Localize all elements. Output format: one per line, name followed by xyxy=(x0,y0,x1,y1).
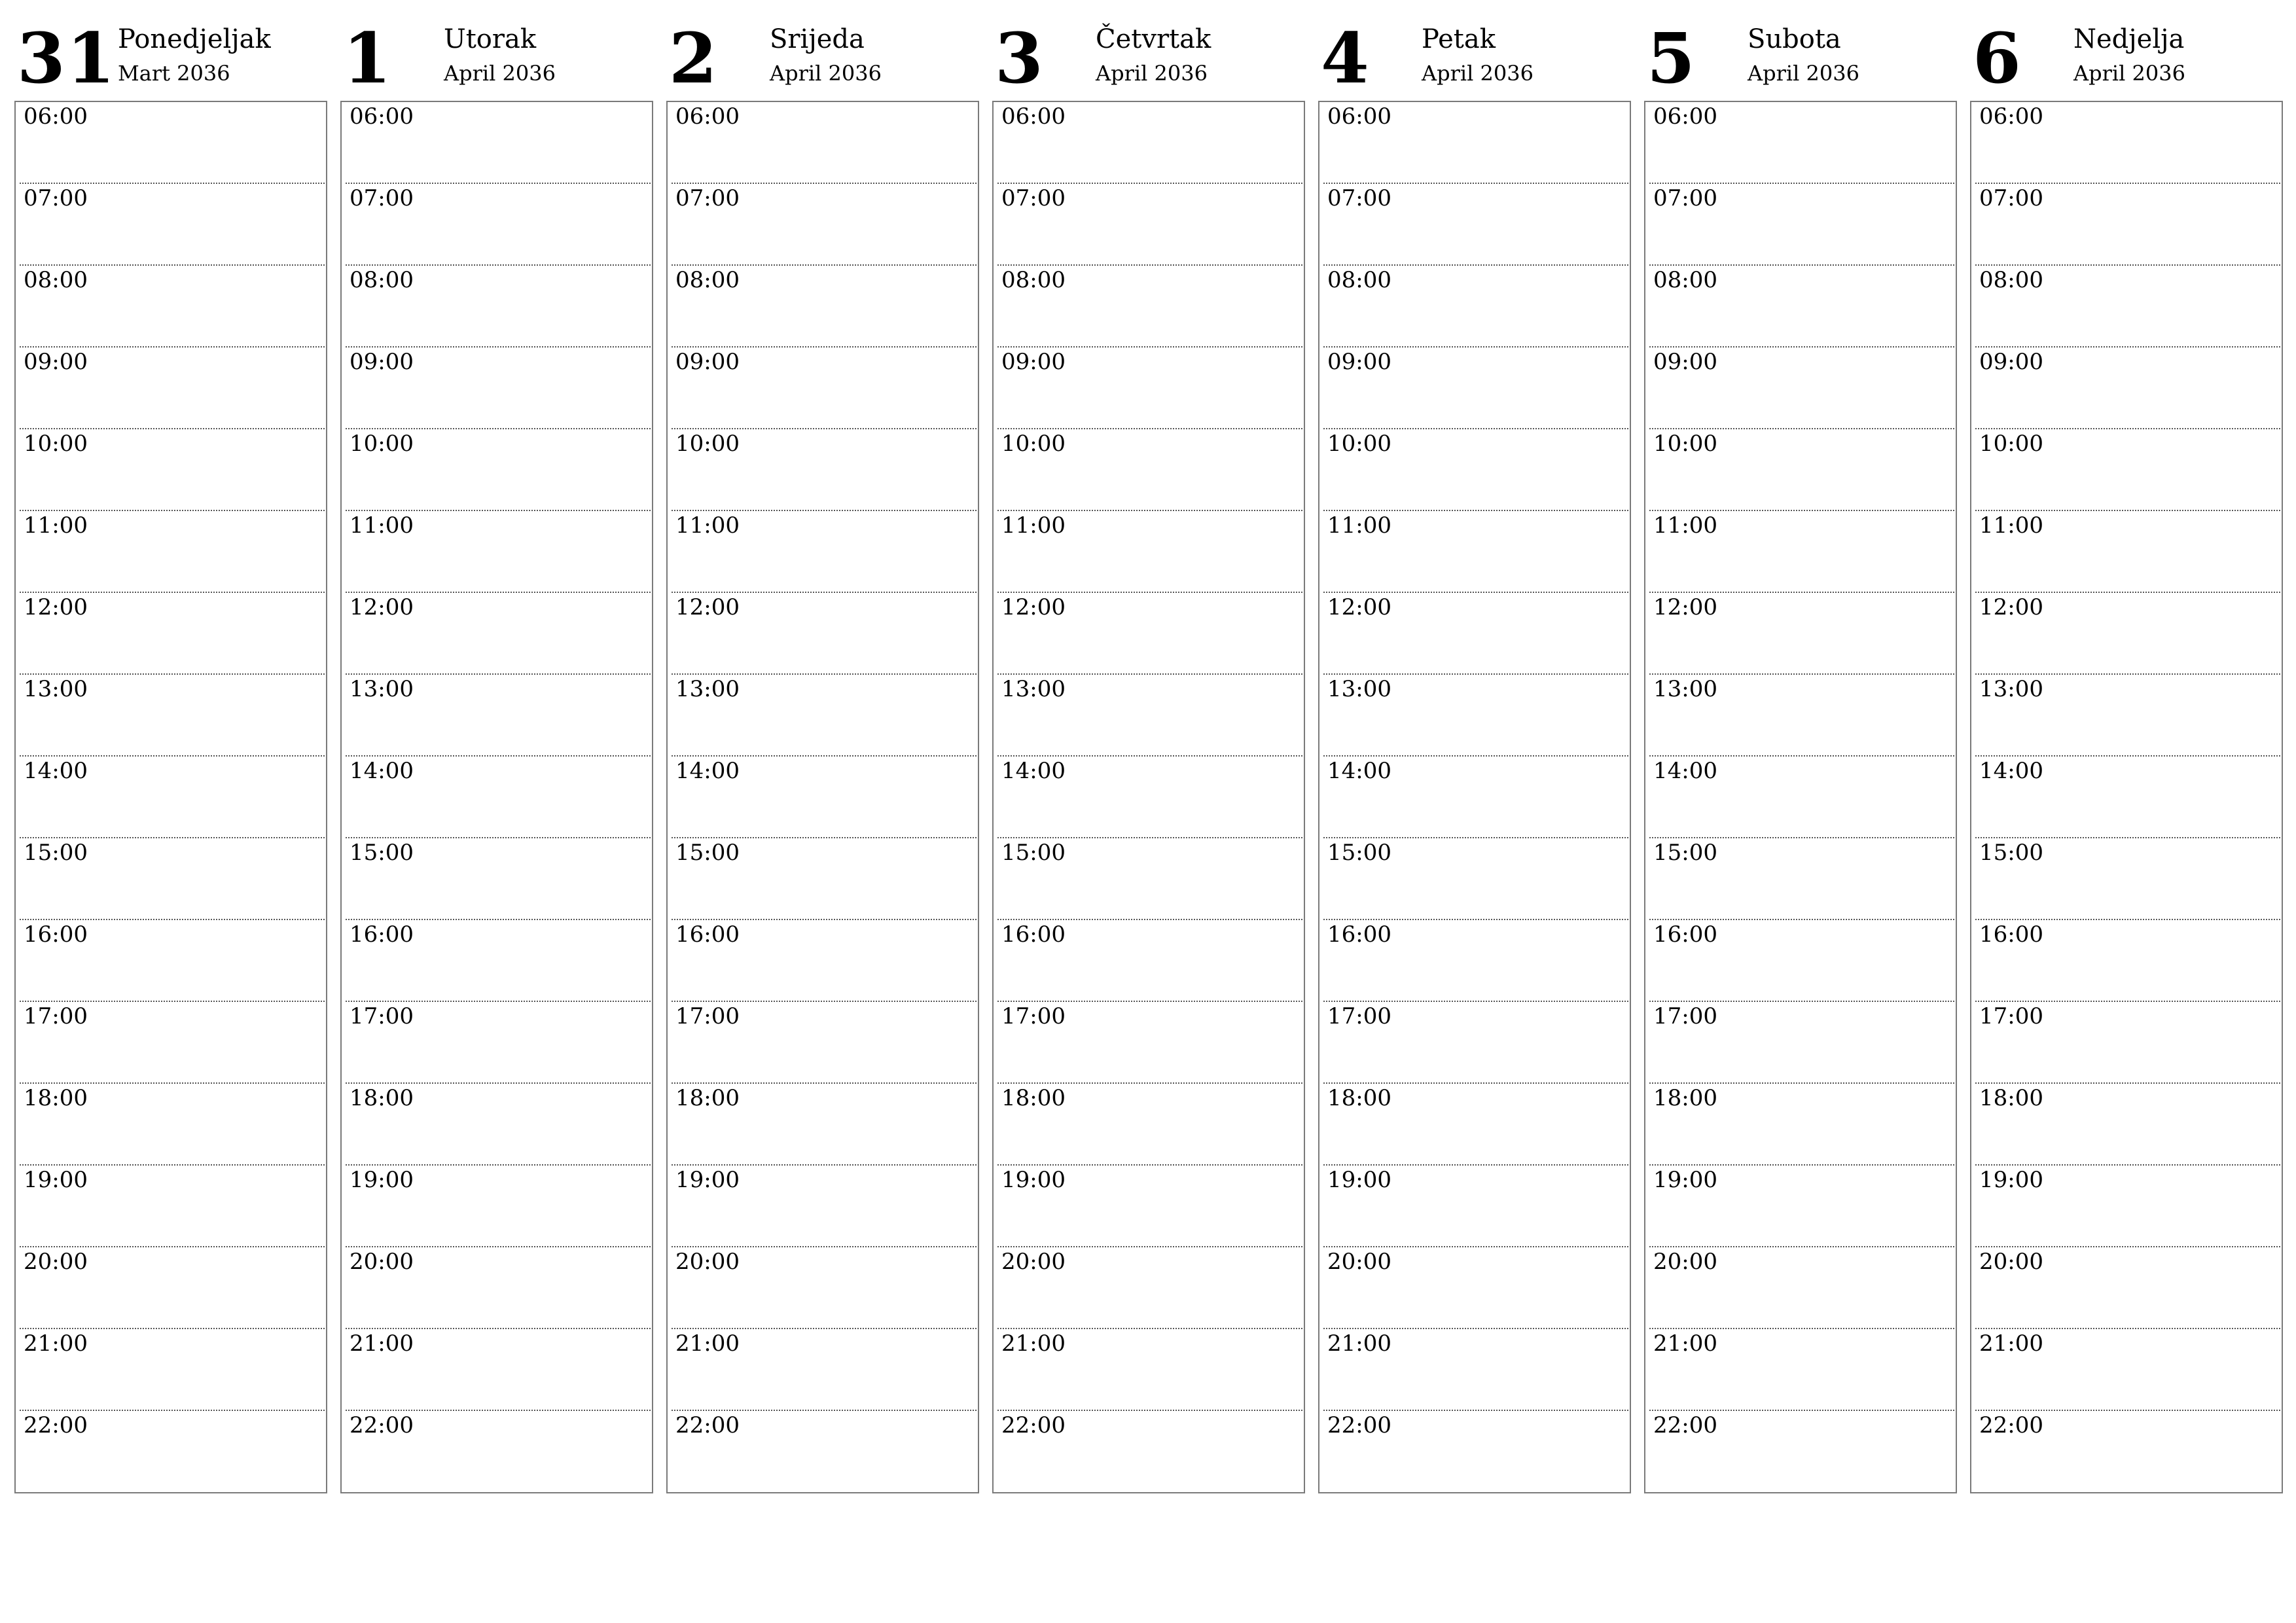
hour-slot[interactable] xyxy=(1975,1166,2280,1247)
hour-label: 12:00 xyxy=(350,594,414,620)
hour-label: 14:00 xyxy=(1653,758,1717,784)
hour-slot[interactable] xyxy=(346,184,651,266)
hour-slot[interactable] xyxy=(672,1166,977,1247)
hour-label: 14:00 xyxy=(1327,758,1391,784)
hour-label: 17:00 xyxy=(1327,1003,1391,1029)
hour-slot[interactable] xyxy=(1323,593,1628,675)
hour-label: 22:00 xyxy=(350,1412,414,1438)
hour-slot[interactable] xyxy=(346,429,651,511)
hour-slot[interactable] xyxy=(997,675,1302,757)
hour-slot[interactable] xyxy=(1649,348,1954,429)
hour-slot[interactable] xyxy=(1649,429,1954,511)
hour-label: 16:00 xyxy=(1001,921,1066,948)
hour-label: 13:00 xyxy=(675,676,740,702)
hour-slot[interactable] xyxy=(1649,675,1954,757)
hour-slot[interactable] xyxy=(997,757,1302,838)
hour-slot[interactable] xyxy=(1649,1166,1954,1247)
hour-label: 07:00 xyxy=(1327,185,1391,211)
hour-slot[interactable] xyxy=(997,1002,1302,1084)
hour-slot[interactable] xyxy=(1323,1002,1628,1084)
hour-label: 17:00 xyxy=(350,1003,414,1029)
hour-slot[interactable] xyxy=(346,757,651,838)
day-column xyxy=(1644,17,1957,1500)
hour-label: 15:00 xyxy=(675,840,740,866)
day-header xyxy=(992,17,1305,101)
hour-slot[interactable] xyxy=(997,1084,1302,1166)
hour-label: 06:00 xyxy=(24,103,88,130)
hour-slot[interactable] xyxy=(1323,184,1628,266)
hour-label: 10:00 xyxy=(675,431,740,457)
hour-slot[interactable] xyxy=(672,675,977,757)
hour-slot[interactable] xyxy=(20,102,325,184)
hour-label: 16:00 xyxy=(1979,921,2043,948)
hour-label: 17:00 xyxy=(675,1003,740,1029)
hour-label: 21:00 xyxy=(1653,1330,1717,1357)
day-header xyxy=(14,17,327,101)
hour-slot[interactable] xyxy=(1323,920,1628,1002)
hour-label: 07:00 xyxy=(675,185,740,211)
hour-slot[interactable] xyxy=(672,184,977,266)
hour-slot[interactable] xyxy=(1323,675,1628,757)
hour-slot[interactable] xyxy=(1975,838,2280,920)
hour-label: 13:00 xyxy=(24,676,88,702)
hour-slot[interactable] xyxy=(997,593,1302,675)
hour-label: 09:00 xyxy=(1327,349,1391,375)
hour-slot[interactable] xyxy=(672,429,977,511)
hour-slot[interactable] xyxy=(346,593,651,675)
hour-label: 07:00 xyxy=(1979,185,2043,211)
hour-slot[interactable] xyxy=(1649,266,1954,348)
hour-slot[interactable] xyxy=(1975,266,2280,348)
day-month-year: April 2036 xyxy=(444,61,556,86)
day-name: Utorak xyxy=(444,24,537,54)
hour-slot[interactable] xyxy=(1323,1411,1628,1493)
day-number: 6 xyxy=(1973,17,2022,99)
hour-label: 15:00 xyxy=(1327,840,1391,866)
day-column xyxy=(14,17,327,1500)
hour-slot[interactable] xyxy=(672,1411,977,1493)
hour-slot[interactable] xyxy=(1649,920,1954,1002)
hour-slot[interactable] xyxy=(1975,1329,2280,1411)
hour-slot[interactable] xyxy=(346,1247,651,1329)
day-month-year: April 2036 xyxy=(770,61,882,86)
hour-slot[interactable] xyxy=(20,1084,325,1166)
hour-label: 13:00 xyxy=(350,676,414,702)
hour-slot[interactable] xyxy=(20,266,325,348)
day-number: 2 xyxy=(669,17,719,99)
hour-slot[interactable] xyxy=(1323,511,1628,593)
hour-slot[interactable] xyxy=(346,1329,651,1411)
hour-slot[interactable] xyxy=(20,1166,325,1247)
hour-slot[interactable] xyxy=(1649,1329,1954,1411)
hour-slot[interactable] xyxy=(20,675,325,757)
hour-slot[interactable] xyxy=(1323,102,1628,184)
hour-label: 22:00 xyxy=(675,1412,740,1438)
day-month-year: April 2036 xyxy=(1748,61,1859,86)
hour-label: 21:00 xyxy=(1327,1330,1391,1357)
hour-slot[interactable] xyxy=(1323,1084,1628,1166)
hour-label: 20:00 xyxy=(1001,1249,1066,1275)
day-number: 5 xyxy=(1647,17,1696,99)
hour-label: 06:00 xyxy=(1653,103,1717,130)
hour-slot[interactable] xyxy=(1323,1166,1628,1247)
hour-label: 10:00 xyxy=(1001,431,1066,457)
hour-label: 11:00 xyxy=(1653,512,1717,539)
day-number: 31 xyxy=(17,17,117,99)
hour-slot[interactable] xyxy=(997,1166,1302,1247)
hour-slot[interactable] xyxy=(672,1002,977,1084)
hour-slot[interactable] xyxy=(672,920,977,1002)
hour-slot[interactable] xyxy=(346,1166,651,1247)
hour-slot[interactable] xyxy=(20,593,325,675)
hour-label: 10:00 xyxy=(1327,431,1391,457)
hour-label: 15:00 xyxy=(1979,840,2043,866)
hour-label: 20:00 xyxy=(675,1249,740,1275)
hour-slot[interactable] xyxy=(997,1411,1302,1493)
hour-label: 07:00 xyxy=(1001,185,1066,211)
day-header xyxy=(1318,17,1631,101)
hour-label: 10:00 xyxy=(1653,431,1717,457)
hour-label: 22:00 xyxy=(24,1412,88,1438)
hour-slot[interactable] xyxy=(997,266,1302,348)
hour-label: 16:00 xyxy=(1327,921,1391,948)
hour-label: 14:00 xyxy=(24,758,88,784)
hour-slot[interactable] xyxy=(1975,1002,2280,1084)
day-column xyxy=(666,17,979,1500)
hour-label: 12:00 xyxy=(1979,594,2043,620)
hour-label: 20:00 xyxy=(1653,1249,1717,1275)
hour-slot[interactable] xyxy=(1323,1329,1628,1411)
day-column xyxy=(992,17,1305,1500)
hour-label: 15:00 xyxy=(1653,840,1717,866)
hour-slot[interactable] xyxy=(1975,757,2280,838)
hour-label: 10:00 xyxy=(24,431,88,457)
day-month-year: April 2036 xyxy=(1422,61,1534,86)
hour-slots-box xyxy=(666,101,979,1493)
hour-label: 20:00 xyxy=(350,1249,414,1275)
hour-label: 13:00 xyxy=(1327,676,1391,702)
hour-slot[interactable] xyxy=(20,1247,325,1329)
hour-slot[interactable] xyxy=(1975,1084,2280,1166)
hour-label: 20:00 xyxy=(1327,1249,1391,1275)
hour-slot[interactable] xyxy=(1975,429,2280,511)
hour-slot[interactable] xyxy=(672,1247,977,1329)
hour-slot[interactable] xyxy=(997,102,1302,184)
hour-slots-box xyxy=(1318,101,1631,1493)
hour-label: 10:00 xyxy=(350,431,414,457)
day-month-year: April 2036 xyxy=(2073,61,2185,86)
hour-label: 17:00 xyxy=(1001,1003,1066,1029)
day-name: Srijeda xyxy=(770,24,865,54)
hour-label: 09:00 xyxy=(24,349,88,375)
hour-slot[interactable] xyxy=(1323,1247,1628,1329)
hour-slot[interactable] xyxy=(1649,1002,1954,1084)
hour-slot[interactable] xyxy=(997,348,1302,429)
hour-label: 06:00 xyxy=(1979,103,2043,130)
hour-label: 15:00 xyxy=(1001,840,1066,866)
hour-label: 19:00 xyxy=(24,1167,88,1193)
hour-slot[interactable] xyxy=(20,184,325,266)
hour-slot[interactable] xyxy=(1649,1247,1954,1329)
hour-label: 13:00 xyxy=(1001,676,1066,702)
hour-label: 19:00 xyxy=(1327,1167,1391,1193)
hour-slot[interactable] xyxy=(997,1329,1302,1411)
hour-label: 22:00 xyxy=(1653,1412,1717,1438)
hour-slot[interactable] xyxy=(1649,184,1954,266)
hour-label: 18:00 xyxy=(350,1085,414,1111)
hour-slots-box xyxy=(14,101,327,1493)
hour-label: 20:00 xyxy=(1979,1249,2043,1275)
hour-slot[interactable] xyxy=(1975,675,2280,757)
hour-label: 16:00 xyxy=(350,921,414,948)
hour-label: 16:00 xyxy=(24,921,88,948)
hour-label: 07:00 xyxy=(24,185,88,211)
hour-slot[interactable] xyxy=(672,266,977,348)
hour-slot[interactable] xyxy=(997,838,1302,920)
hour-slot[interactable] xyxy=(672,348,977,429)
hour-slot[interactable] xyxy=(672,1084,977,1166)
hour-slot[interactable] xyxy=(1975,920,2280,1002)
hour-label: 09:00 xyxy=(350,349,414,375)
day-name: Ponedjeljak xyxy=(118,24,271,54)
hour-label: 07:00 xyxy=(350,185,414,211)
hour-label: 12:00 xyxy=(24,594,88,620)
hour-slot[interactable] xyxy=(1323,838,1628,920)
hour-slot[interactable] xyxy=(20,757,325,838)
hour-slot[interactable] xyxy=(20,1002,325,1084)
hour-label: 13:00 xyxy=(1979,676,2043,702)
weekly-planner xyxy=(14,17,2283,1500)
hour-label: 12:00 xyxy=(1327,594,1391,620)
hour-label: 06:00 xyxy=(675,103,740,130)
hour-label: 08:00 xyxy=(1653,267,1717,293)
hour-slot[interactable] xyxy=(346,511,651,593)
hour-slot[interactable] xyxy=(20,920,325,1002)
hour-slot[interactable] xyxy=(1649,1411,1954,1493)
hour-label: 17:00 xyxy=(1653,1003,1717,1029)
hour-slot[interactable] xyxy=(346,920,651,1002)
hour-slot[interactable] xyxy=(1975,1411,2280,1493)
hour-label: 18:00 xyxy=(1653,1085,1717,1111)
hour-label: 19:00 xyxy=(1979,1167,2043,1193)
hour-label: 19:00 xyxy=(675,1167,740,1193)
day-name: Nedjelja xyxy=(2073,24,2185,54)
hour-label: 17:00 xyxy=(1979,1003,2043,1029)
hour-slots-box xyxy=(1644,101,1957,1493)
hour-label: 11:00 xyxy=(1327,512,1391,539)
day-header xyxy=(666,17,979,101)
hour-label: 06:00 xyxy=(1327,103,1391,130)
hour-label: 21:00 xyxy=(350,1330,414,1357)
hour-label: 08:00 xyxy=(1001,267,1066,293)
hour-label: 17:00 xyxy=(24,1003,88,1029)
hour-slot[interactable] xyxy=(346,266,651,348)
hour-slot[interactable] xyxy=(1323,757,1628,838)
hour-slot[interactable] xyxy=(20,1329,325,1411)
hour-label: 18:00 xyxy=(1001,1085,1066,1111)
hour-label: 08:00 xyxy=(1327,267,1391,293)
hour-label: 21:00 xyxy=(24,1330,88,1357)
hour-label: 19:00 xyxy=(1001,1167,1066,1193)
hour-label: 14:00 xyxy=(1001,758,1066,784)
hour-label: 18:00 xyxy=(24,1085,88,1111)
day-header xyxy=(1644,17,1957,101)
hour-slot[interactable] xyxy=(672,511,977,593)
hour-label: 06:00 xyxy=(350,103,414,130)
hour-label: 10:00 xyxy=(1979,431,2043,457)
hour-slot[interactable] xyxy=(20,429,325,511)
hour-label: 21:00 xyxy=(675,1330,740,1357)
hour-label: 12:00 xyxy=(1653,594,1717,620)
hour-label: 16:00 xyxy=(675,921,740,948)
hour-slots-box xyxy=(1970,101,2283,1493)
hour-slot[interactable] xyxy=(346,675,651,757)
hour-label: 09:00 xyxy=(1653,349,1717,375)
hour-slot[interactable] xyxy=(20,348,325,429)
day-name: Četvrtak xyxy=(1096,24,1211,54)
hour-label: 20:00 xyxy=(24,1249,88,1275)
hour-slot[interactable] xyxy=(997,184,1302,266)
hour-slot[interactable] xyxy=(1975,102,2280,184)
hour-slot[interactable] xyxy=(1975,1247,2280,1329)
hour-slot[interactable] xyxy=(346,102,651,184)
hour-slot[interactable] xyxy=(1975,511,2280,593)
hour-slot[interactable] xyxy=(1649,102,1954,184)
hour-slot[interactable] xyxy=(672,593,977,675)
hour-slot[interactable] xyxy=(672,757,977,838)
hour-slot[interactable] xyxy=(1323,429,1628,511)
hour-label: 22:00 xyxy=(1327,1412,1391,1438)
day-name: Petak xyxy=(1422,24,1496,54)
hour-slot[interactable] xyxy=(1649,757,1954,838)
hour-slot[interactable] xyxy=(1649,838,1954,920)
hour-slot[interactable] xyxy=(20,1411,325,1493)
day-header xyxy=(340,17,653,101)
hour-label: 07:00 xyxy=(1653,185,1717,211)
hour-label: 19:00 xyxy=(1653,1167,1717,1193)
hour-label: 21:00 xyxy=(1001,1330,1066,1357)
hour-slot[interactable] xyxy=(1975,348,2280,429)
hour-slot[interactable] xyxy=(20,838,325,920)
hour-label: 15:00 xyxy=(350,840,414,866)
hour-label: 22:00 xyxy=(1979,1412,2043,1438)
day-column xyxy=(1318,17,1631,1500)
hour-label: 21:00 xyxy=(1979,1330,2043,1357)
hour-label: 09:00 xyxy=(1001,349,1066,375)
hour-slot[interactable] xyxy=(346,838,651,920)
hour-label: 11:00 xyxy=(350,512,414,539)
hour-label: 06:00 xyxy=(1001,103,1066,130)
hour-slot[interactable] xyxy=(997,511,1302,593)
hour-slot[interactable] xyxy=(346,348,651,429)
hour-slot[interactable] xyxy=(672,102,977,184)
hour-label: 13:00 xyxy=(1653,676,1717,702)
day-name: Subota xyxy=(1748,24,1841,54)
day-number: 1 xyxy=(343,17,393,99)
day-number: 3 xyxy=(995,17,1045,99)
hour-label: 11:00 xyxy=(1979,512,2043,539)
hour-label: 11:00 xyxy=(24,512,88,539)
hour-slot[interactable] xyxy=(1975,593,2280,675)
hour-label: 09:00 xyxy=(1979,349,2043,375)
day-column xyxy=(1970,17,2283,1500)
hour-label: 18:00 xyxy=(1979,1085,2043,1111)
hour-slot[interactable] xyxy=(997,429,1302,511)
hour-slot[interactable] xyxy=(346,1084,651,1166)
hour-label: 08:00 xyxy=(1979,267,2043,293)
hour-label: 12:00 xyxy=(1001,594,1066,620)
hour-label: 09:00 xyxy=(675,349,740,375)
hour-slot[interactable] xyxy=(997,920,1302,1002)
hour-label: 11:00 xyxy=(675,512,740,539)
hour-label: 12:00 xyxy=(675,594,740,620)
hour-label: 11:00 xyxy=(1001,512,1066,539)
hour-slot[interactable] xyxy=(1649,1084,1954,1166)
day-column xyxy=(340,17,653,1500)
hour-label: 14:00 xyxy=(1979,758,2043,784)
hour-label: 14:00 xyxy=(350,758,414,784)
hour-label: 18:00 xyxy=(675,1085,740,1111)
day-month-year: April 2036 xyxy=(1096,61,1208,86)
hour-slot[interactable] xyxy=(346,1002,651,1084)
hour-label: 18:00 xyxy=(1327,1085,1391,1111)
hour-slot[interactable] xyxy=(672,838,977,920)
hour-slots-box xyxy=(992,101,1305,1493)
hour-label: 08:00 xyxy=(350,267,414,293)
hour-slot[interactable] xyxy=(20,511,325,593)
day-header xyxy=(1970,17,2283,101)
hour-slot[interactable] xyxy=(1975,184,2280,266)
hour-label: 15:00 xyxy=(24,840,88,866)
hour-label: 22:00 xyxy=(1001,1412,1066,1438)
hour-slots-box xyxy=(340,101,653,1493)
hour-label: 08:00 xyxy=(24,267,88,293)
hour-label: 08:00 xyxy=(675,267,740,293)
hour-slot[interactable] xyxy=(1323,348,1628,429)
day-number: 4 xyxy=(1321,17,1371,99)
hour-slot[interactable] xyxy=(346,1411,651,1493)
hour-slot[interactable] xyxy=(997,1247,1302,1329)
hour-slot[interactable] xyxy=(1649,593,1954,675)
hour-slot[interactable] xyxy=(672,1329,977,1411)
hour-label: 19:00 xyxy=(350,1167,414,1193)
hour-label: 14:00 xyxy=(675,758,740,784)
hour-slot[interactable] xyxy=(1649,511,1954,593)
hour-slot[interactable] xyxy=(1323,266,1628,348)
hour-label: 16:00 xyxy=(1653,921,1717,948)
day-month-year: Mart 2036 xyxy=(118,61,230,86)
